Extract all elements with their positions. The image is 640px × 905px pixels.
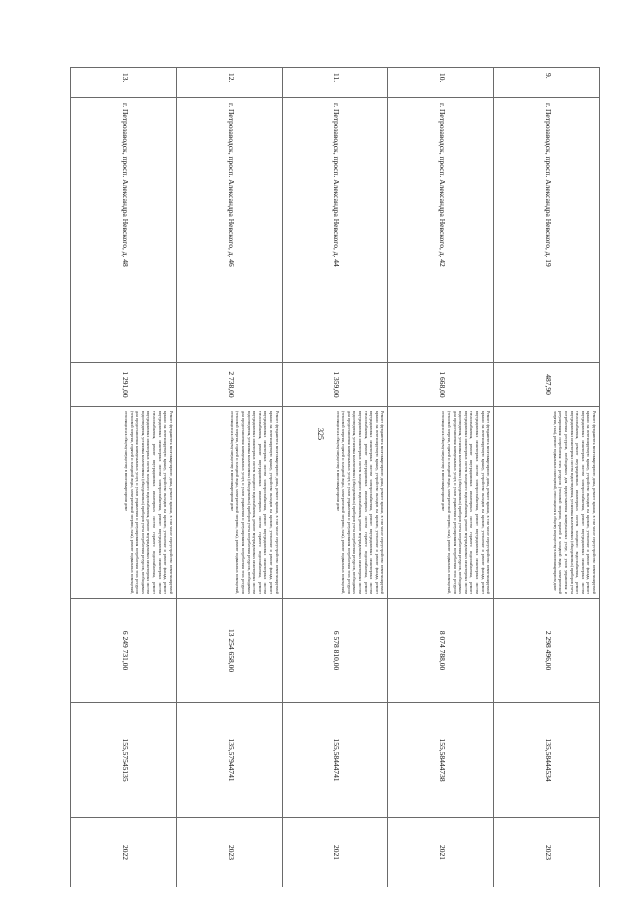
cost-cell-text: 6 249 731,00 xyxy=(120,630,130,671)
area-cell xyxy=(282,363,388,407)
area-cell-text: 1 291,00 xyxy=(120,371,130,398)
area-cell xyxy=(388,363,494,407)
year-cell-text: 2021 xyxy=(438,845,448,860)
unit-cost-cell xyxy=(71,703,177,818)
unit-cost-cell-text: 155,58444741 xyxy=(332,738,342,782)
unit-cost-cell-text: 155,58444738 xyxy=(438,738,448,782)
row-number-cell-text: 12. xyxy=(226,73,236,83)
address-cell xyxy=(494,98,600,363)
unit-cost-cell xyxy=(494,703,600,818)
cost-cell xyxy=(494,599,600,703)
year-cell xyxy=(388,818,494,888)
document-sheet xyxy=(70,67,600,887)
year-cell-text: 2021 xyxy=(332,845,342,860)
cost-cell-text: 13 254 658,00 xyxy=(226,628,236,673)
cost-cell xyxy=(71,599,177,703)
year-cell xyxy=(71,818,177,888)
rotated-table-wrapper xyxy=(70,67,600,887)
area-cell-text: 487,90 xyxy=(544,374,553,395)
year-cell-text: 2023 xyxy=(544,845,553,860)
year-cell xyxy=(282,818,388,888)
unit-cost-cell xyxy=(176,703,282,818)
row-number-cell xyxy=(388,68,494,98)
area-cell xyxy=(71,363,177,407)
works-cell xyxy=(71,407,177,599)
table-row xyxy=(388,68,494,888)
row-number-cell xyxy=(71,68,177,98)
row-number-cell-text: 11. xyxy=(332,73,342,83)
year-cell xyxy=(494,818,600,888)
address-cell-text: г. Петрозаводск, просп. Александра Невского, д. 42 xyxy=(438,103,448,267)
year-cell-text: 2023 xyxy=(226,845,236,860)
row-number-cell xyxy=(282,68,388,98)
row-number-cell-text: 10. xyxy=(438,73,448,83)
table-body xyxy=(71,68,600,888)
address-cell-text: г. Петрозаводск, просп. Александра Невского, д. 19 xyxy=(544,103,553,267)
row-number-cell xyxy=(176,68,282,98)
area-cell xyxy=(176,363,282,407)
address-cell xyxy=(71,98,177,363)
works-cell xyxy=(282,407,388,599)
address-cell xyxy=(388,98,494,363)
table-row xyxy=(71,68,177,888)
table-row xyxy=(176,68,282,888)
address-cell xyxy=(176,98,282,363)
area-cell-text: 2 738,00 xyxy=(226,371,236,398)
cost-cell-text: 8 074 788,00 xyxy=(438,630,448,671)
works-cell-text: Ремонт фундамента многоквартирного дома, ремонт крыши, в том числе переустройство невентилируемой крыши на вентилируемую крышу, устройство выходов на кровлю, утепление и ремонт фасада, ремонт внутридомовых инженерных систем электроснабжения, ремонт внутридомовых инженерных систем теплоснабжения, ремонт внутридомовых инженерных систем горячего водоснабжения, ремонт внутридомовых инженерных систем холодного водоснабжения, ремонт внутридомовых инженерных систем водоотведения, установка коллективных (общедомовых) приборов учета потребления ресурсов, необходимых для предоставления коммунальных услуг, и узлов управления и регулирования потребления этих ресурсов (тепловой энергии, горячей и холодной воды, электрической энергии, газа), ремонт подвальных помещений, относящихся к общему имуществу в многоквартирном доме xyxy=(335,411,385,594)
row-number-cell xyxy=(494,68,600,98)
year-cell xyxy=(176,818,282,888)
row-number-cell-text: 9. xyxy=(544,73,553,79)
works-cell xyxy=(176,407,282,599)
cost-cell-text: 6 578 810,00 xyxy=(332,630,342,671)
page-number: 325 xyxy=(316,428,325,440)
cost-cell xyxy=(282,599,388,703)
table-row xyxy=(282,68,388,888)
works-cell-text: Ремонт фундамента многоквартирного дома, ремонт крыши, в том числе переустройство невентилируемой крыши на вентилируемую крышу, устройство выходов на кровлю, утепление и ремонт фасада, ремонт внутридомовых инженерных систем электроснабжения, ремонт внутридомовых инженерных систем теплоснабжения, ремонт внутридомовых инженерных систем холодного водоснабжения, ремонт внутридомовых инженерных систем водоотведения, установка коллективных (общедомовых) приборов учета потребления ресурсов, необходимых для предоставления коммунальных услуг, и узлов управления и регулирования потребления этих ресурсов (тепловой энергии, горячей и холодной воды, электрической энергии, газа), ремонт подвальных помещений, относящихся к общему имуществу в многоквартирном доме xyxy=(552,411,596,594)
works-cell-text: Ремонт фундамента многоквартирного дома, ремонт крыши, в том числе переустройство невентилируемой крыши на вентилируемую крышу, устройство выходов на кровлю, утепление и ремонт фасада, ремонт внутридомовых инженерных систем электроснабжения, ремонт внутридомовых инженерных систем теплоснабжения, ремонт внутридомовых инженерных систем горячего водоснабжения, ремонт внутридомовых инженерных систем холодного водоснабжения, ремонт внутридомовых инженерных систем водоотведения, установка коллективных (общедомовых) приборов учета потребления ресурсов, необходимых для предоставления коммунальных услуг, и узлов управления и регулирования потребления этих ресурсов (тепловой энергии, горячей и холодной воды, электрической энергии, газа), ремонт подвальных помещений, относящихся к общему имуществу в многоквартирном доме xyxy=(229,411,279,594)
capital-repair-table xyxy=(70,67,600,887)
unit-cost-cell-text: 135,58444534 xyxy=(544,738,553,782)
cost-cell xyxy=(176,599,282,703)
unit-cost-cell-text: 155,57545135 xyxy=(120,738,130,782)
table-row xyxy=(494,68,600,888)
works-cell-text: Ремонт фундамента многоквартирного дома, ремонт крыши, в том числе переустройство невентилируемой крыши на вентилируемую крышу, устройство выходов на кровлю, утепление и ремонт фасада, ремонт внутридомовых инженерных систем электроснабжения, ремонт внутридомовых инженерных систем теплоснабжения, ремонт внутридомовых инженерных систем горячего водоснабжения, ремонт внутридомовых инженерных систем холодного водоснабжения, ремонт внутридомовых инженерных систем водоотведения, установка коллективных (общедомовых) приборов учета потребления ресурсов, необходимых для предоставления коммунальных услуг, и узлов управления и регулирования потребления этих ресурсов (тепловой энергии, горячей и холодной воды, электрической энергии, газа), ремонт подвальных помещений, относящихся к общему имуществу в многоквартирном доме xyxy=(441,411,491,594)
cost-cell xyxy=(388,599,494,703)
row-number-cell-text: 13. xyxy=(120,73,130,83)
address-cell-text: г. Петрозаводск, просп. Александра Невского, д. 44 xyxy=(332,103,342,267)
address-cell-text: г. Петрозаводск, просп. Александра Невского, д. 46 xyxy=(226,103,236,267)
address-cell xyxy=(282,98,388,363)
unit-cost-cell xyxy=(282,703,388,818)
area-cell-text: 1 668,00 xyxy=(438,371,448,398)
address-cell-text: г. Петрозаводск, просп. Александра Невского, д. 48 xyxy=(120,103,130,267)
area-cell-text: 1 359,00 xyxy=(332,371,342,398)
unit-cost-cell xyxy=(388,703,494,818)
cost-cell-text: 2 298 496,00 xyxy=(544,630,553,671)
unit-cost-cell-text: 135,57944741 xyxy=(226,738,236,782)
area-cell xyxy=(494,363,600,407)
works-cell xyxy=(388,407,494,599)
year-cell-text: 2022 xyxy=(120,845,130,860)
works-cell-text: Ремонт фундамента многоквартирного дома, ремонт крыши, в том числе переустройство невентилируемой крыши на вентилируемую крышу, устройство выходов на кровлю, утепление и ремонт фасада, ремонт внутридомовых инженерных систем электроснабжения, ремонт внутридомовых инженерных систем теплоснабжения, ремонт внутридомовых инженерных систем горячего водоснабжения, ремонт внутридомовых инженерных систем холодного водоснабжения, ремонт внутридомовых инженерных систем водоотведения, установка коллективных (общедомовых) приборов учета потребления ресурсов, необходимых для предоставления коммунальных услуг, и узлов управления и регулирования потребления этих ресурсов (тепловой энергии, горячей и холодной воды, электрической энергии, газа), ремонт подвальных помещений, относящихся к общему имуществу в многоквартирном доме xyxy=(124,411,173,594)
works-cell xyxy=(494,407,600,599)
